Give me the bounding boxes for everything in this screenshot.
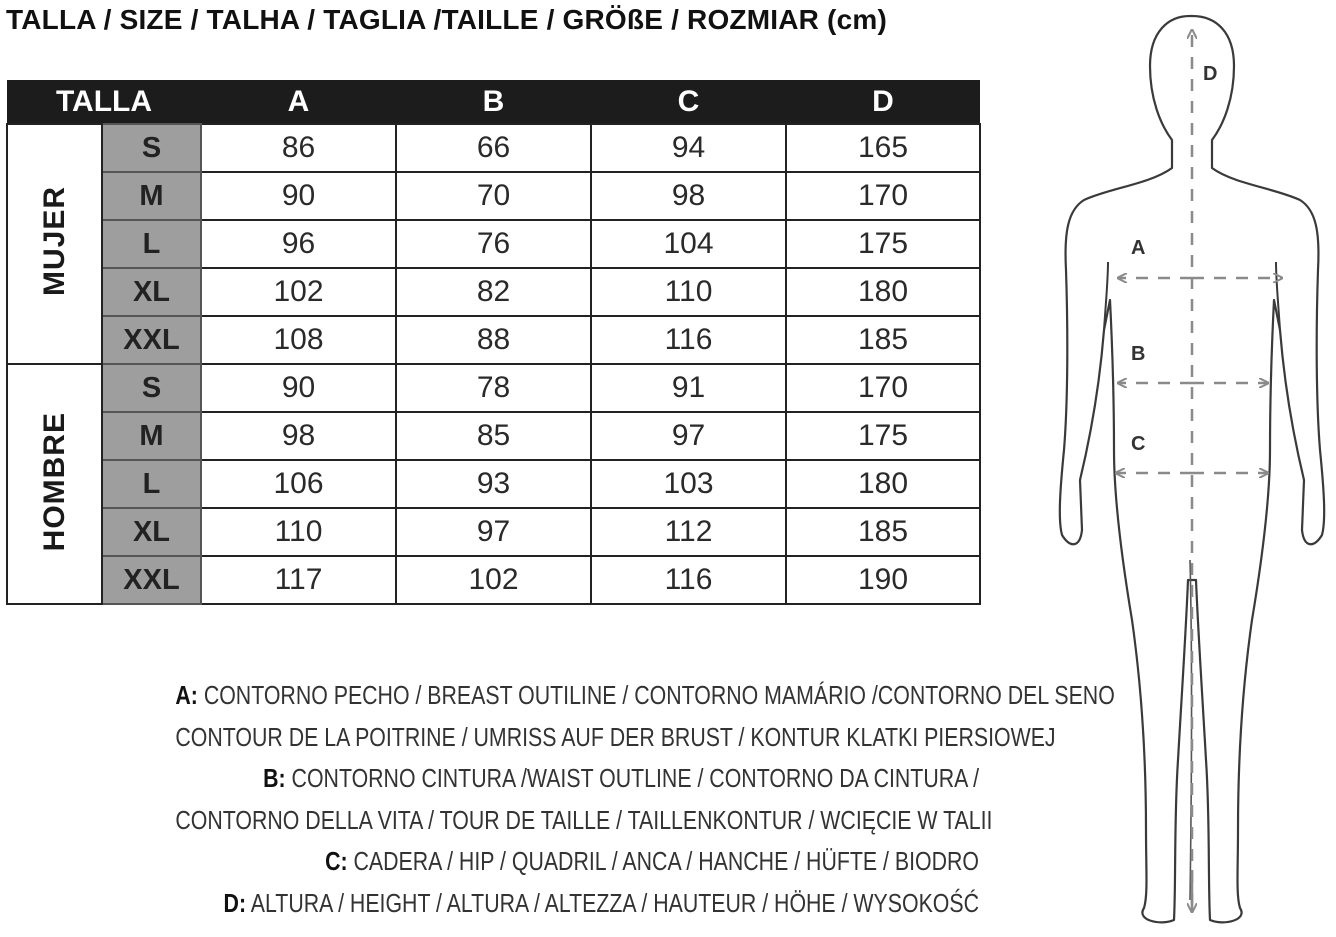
table-row (7, 124, 980, 172)
value-cell: 90 (201, 364, 396, 412)
value-cell: 85 (396, 412, 591, 460)
table-row (7, 364, 980, 412)
value-cell: 175 (786, 220, 980, 268)
legend-line-d: D: ALTURA / HEIGHT / ALTURA / ALTEZZA / HAUTEUR / HÖHE / WYSOKOŚĆ (223, 887, 979, 918)
header-talla: TALLA (7, 80, 201, 124)
value-cell: 180 (786, 460, 980, 508)
legend-line-c: C: CADERA / HIP / QUADRIL / ANCA / HANCHE / HÜFTE / BIODRO (325, 846, 979, 876)
figure-label-a: A (1131, 237, 1146, 259)
value-cell: 106 (201, 460, 396, 508)
figure-label-b: B (1131, 343, 1146, 365)
value-cell: 116 (591, 316, 786, 364)
value-cell: 82 (396, 268, 591, 316)
value-cell: 185 (786, 508, 980, 556)
value-cell: 108 (201, 316, 396, 364)
value-cell: 97 (396, 508, 591, 556)
value-cell: 97 (591, 412, 786, 460)
group-label-cell (7, 364, 102, 604)
size-cell: XL (102, 268, 201, 316)
size-cell: L (102, 220, 201, 268)
legend-line-a: A: CONTORNO PECHO / BREAST OUTILINE / CONTORNO MAMÁRIO /CONTORNO DEL SENO (175, 680, 1115, 710)
value-cell: 96 (201, 220, 396, 268)
value-cell: 78 (396, 364, 591, 412)
table-row (7, 268, 980, 316)
table-row (7, 172, 980, 220)
legend-line-b: B: CONTORNO CINTURA /WAIST OUTLINE / CONTORNO DA CINTURA / (263, 763, 979, 793)
value-cell: 175 (786, 412, 980, 460)
figure-label-c: C (1131, 433, 1146, 455)
size-table (6, 80, 981, 605)
header-col-a: A (201, 80, 396, 124)
value-cell: 185 (786, 316, 980, 364)
size-cell: M (102, 172, 201, 220)
measurement-legend (0, 675, 1115, 924)
table-row (7, 412, 980, 460)
value-cell: 102 (201, 268, 396, 316)
size-cell: XL (102, 508, 201, 556)
value-cell: 116 (591, 556, 786, 604)
value-cell: 93 (396, 460, 591, 508)
value-cell: 66 (396, 124, 591, 172)
header-col-d: D (786, 80, 980, 124)
table-header-row (7, 80, 980, 124)
value-cell: 94 (591, 124, 786, 172)
value-cell: 117 (201, 556, 396, 604)
table-body (7, 124, 980, 604)
value-cell: 110 (201, 508, 396, 556)
size-cell: S (102, 124, 201, 172)
group-label: HOMBRE (37, 411, 71, 552)
size-cell: M (102, 412, 201, 460)
legend-line-a-cont: CONTOUR DE LA POITRINE / UMRISS AUF DER BRUST / KONTUR KLATKI PIERSIOWEJ (175, 721, 1056, 752)
value-cell: 110 (591, 268, 786, 316)
legend-line-b-cont: CONTORNO DELLA VITA / TOUR DE TAILLE / TAILLENKONTUR / WCIĘCIE W TALII (175, 804, 993, 835)
value-cell: 98 (591, 172, 786, 220)
table-row (7, 508, 980, 556)
value-cell: 112 (591, 508, 786, 556)
value-cell: 91 (591, 364, 786, 412)
value-cell: 103 (591, 460, 786, 508)
figure-label-d: D (1203, 63, 1218, 85)
size-cell: L (102, 460, 201, 508)
table-row (7, 220, 980, 268)
group-label-cell (7, 124, 102, 364)
value-cell: 165 (786, 124, 980, 172)
value-cell: 90 (201, 172, 396, 220)
value-cell: 76 (396, 220, 591, 268)
value-cell: 98 (201, 412, 396, 460)
value-cell: 102 (396, 556, 591, 604)
value-cell: 190 (786, 556, 980, 604)
header-col-b: B (396, 80, 591, 124)
size-cell: S (102, 364, 201, 412)
value-cell: 104 (591, 220, 786, 268)
value-cell: 170 (786, 172, 980, 220)
table-row (7, 316, 980, 364)
value-cell: 180 (786, 268, 980, 316)
value-cell: 170 (786, 364, 980, 412)
value-cell: 70 (396, 172, 591, 220)
value-cell: 86 (201, 124, 396, 172)
value-cell: 88 (396, 316, 591, 364)
body-measurement-figure (1050, 8, 1336, 933)
header-col-c: C (591, 80, 786, 124)
size-cell: XXL (102, 316, 201, 364)
group-label: MUJER (37, 186, 71, 297)
table-row (7, 460, 980, 508)
size-cell: XXL (102, 556, 201, 604)
page-title: TALLA / SIZE / TALHA / TAGLIA /TAILLE / GRÖßE / ROZMIAR (cm) (6, 4, 887, 35)
table-row (7, 556, 980, 604)
